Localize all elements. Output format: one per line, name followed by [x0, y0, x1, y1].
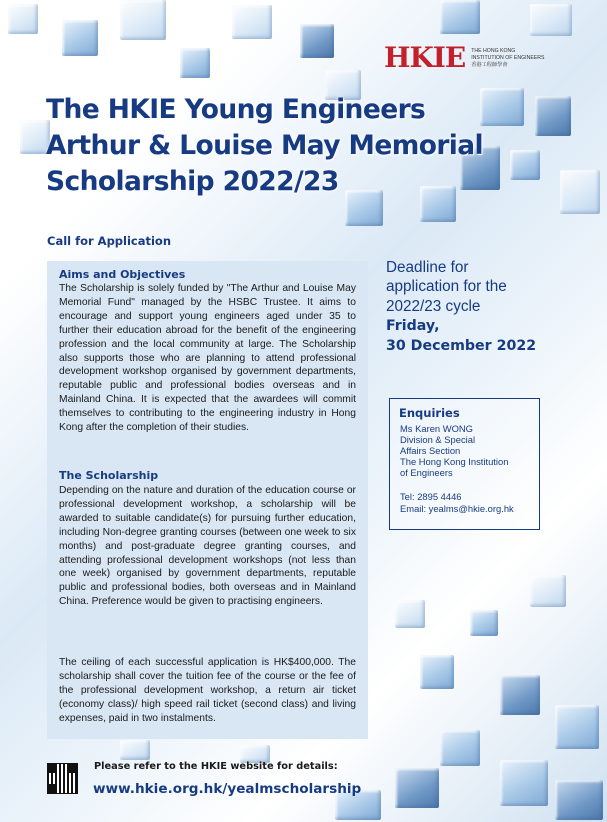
decor-cube	[420, 655, 454, 689]
decor-cube	[555, 705, 599, 749]
deadline-line1: Deadline for	[386, 259, 469, 276]
decor-cube	[500, 760, 548, 806]
decor-cube	[8, 4, 38, 34]
deadline-line3: 2022/23 cycle	[386, 297, 481, 315]
enquiries-heading: Enquiries	[399, 406, 460, 420]
title-line1: The HKIE Young Engineers	[46, 94, 426, 125]
decor-cube	[510, 150, 540, 180]
decor-cube	[300, 24, 334, 58]
deadline-line2: application for the	[386, 278, 507, 296]
logo-org-line2: INSTITUTION OF ENGINEERS	[471, 54, 545, 61]
qr-code	[47, 763, 78, 794]
enquiries-dept-line2: Affairs Section	[400, 445, 461, 456]
aims-heading: Aims and Objectives	[59, 268, 186, 281]
scholarship-heading: The Scholarship	[59, 469, 159, 482]
website-reference-text: Please refer to the HKIE website for details:	[94, 761, 338, 772]
decor-cube	[560, 170, 600, 214]
decor-cube	[232, 5, 272, 39]
decor-cube	[555, 780, 603, 820]
decor-cube	[500, 675, 540, 715]
hkie-logo	[384, 43, 564, 73]
content-panel	[47, 261, 368, 739]
decor-cube	[120, 740, 150, 760]
decor-cube	[62, 20, 98, 56]
decor-cube	[530, 4, 572, 36]
decor-cube	[395, 600, 425, 628]
logo-org-name	[471, 48, 544, 69]
enquiries-box	[389, 398, 540, 530]
scholarship-text: Depending on the nature and duration of the education course or professional development workshop, a scholarship will be awarded to suitable candidate(s) for pursuing further education, including Non-degree granting courses (between one week to six months) and post-graduate degree granting courses, and attending professional development workshops (not less than one week) organised by government departments, reputable public and professional bodies, both overseas and in Mainland China. Preference would be given to practising engineers.	[59, 485, 356, 608]
enquiries-contact-name: Ms Karen WONG	[400, 423, 473, 434]
ceiling-text: The ceiling of each successful application is HK$400,000. The scholarship shall cover the tuition fee of the course or the fee of the professional development workshop, a return air ticket (economy class)/ high speed rail ticket (second class) and living expenses, paid in two instalments.	[59, 657, 356, 724]
decor-cube	[440, 730, 480, 766]
website-link[interactable]: www.hkie.org.hk/yealmscholarship	[93, 781, 362, 797]
enquiries-dept-line1: Division & Special	[400, 434, 476, 445]
deadline-date: 30 December 2022	[386, 338, 537, 355]
decor-cube	[440, 0, 480, 34]
decor-cube	[120, 0, 166, 40]
logo-org-line3: 香港工程師學會	[471, 61, 508, 68]
logo-org-line1: THE HONG KONG	[471, 47, 516, 54]
decor-cube	[480, 88, 524, 126]
decor-cube	[535, 96, 571, 136]
deadline-day: Friday,	[386, 318, 440, 335]
enquiries-org-line2: of Engineers	[400, 467, 453, 478]
title-line3: Scholarship 2022/23	[46, 166, 339, 197]
deadline-block	[386, 258, 586, 356]
decor-cube	[180, 48, 210, 78]
decor-cube	[395, 768, 439, 808]
enquiries-tel: Tel: 2895 4446	[400, 491, 462, 502]
enquiries-email[interactable]: Email: yealms@hkie.org.hk	[400, 503, 514, 514]
decor-cube	[530, 575, 566, 607]
page-title	[46, 92, 484, 200]
call-for-application-heading: Call for Application	[47, 234, 172, 248]
decor-cube	[470, 610, 498, 636]
aims-text: The Scholarship is solely funded by "The Arthur and Louise May Memorial Fund" managed by the HSBC Trustee. It aims to encourage and support young engineers aged under 35 to further their education abroad for the benefit of the engineering profession and the local community at large. The Scholarship also supports those who are planning to attend professional development workshop organised by government departments, reputable public and professional bodies overseas and in Mainland China. It is expected that the awardees will commit themselves to contributing to the engineering industry in Hong Kong after the completion of their studies.	[59, 283, 356, 434]
enquiries-org-line1: The Hong Kong Institution	[400, 456, 509, 467]
logo-mark: HKIE	[384, 41, 466, 74]
title-line2: Arthur & Louise May Memorial	[46, 130, 484, 161]
